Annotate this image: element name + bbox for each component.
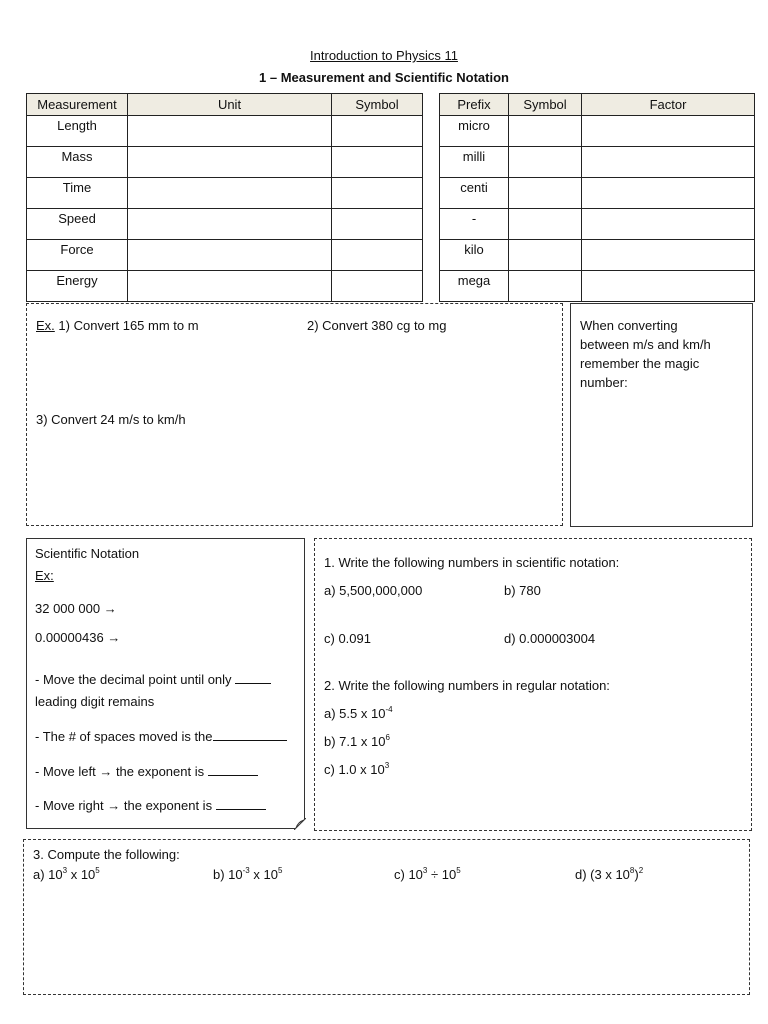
conversion-examples-box	[26, 303, 563, 526]
compute-d-exp2: 2	[638, 866, 644, 875]
table-row	[27, 116, 423, 147]
compute-d	[575, 867, 643, 882]
table-row	[440, 178, 755, 209]
practice-q2-c-exp: 3	[384, 761, 390, 770]
compute-d-base: d) (3 x 10	[575, 867, 630, 882]
unit-cell[interactable]	[128, 240, 332, 271]
prefix-symbol-cell[interactable]	[509, 240, 582, 271]
practice-q1-b: b) 780	[504, 583, 541, 598]
compute-b-exp2: 5	[277, 866, 283, 875]
measurement-label: Time	[27, 178, 128, 209]
example-2-value: 0.00000436	[35, 630, 104, 645]
ex-label: Ex.	[36, 318, 55, 333]
compute-a	[33, 867, 100, 882]
practice-q2-b-base: b) 7.1 x 10	[324, 734, 386, 749]
magic-line: When converting	[580, 318, 678, 333]
table-row	[27, 147, 423, 178]
factor-cell[interactable]	[582, 209, 755, 240]
practice-q1-c: c) 0.091	[324, 631, 371, 646]
practice-q2-a-exp: -4	[385, 705, 393, 714]
compute-c-base: c) 10	[394, 867, 423, 882]
measurement-label: Energy	[27, 271, 128, 302]
col-header-symbol: Symbol	[332, 94, 423, 116]
table-row	[440, 271, 755, 302]
compute-a-base: a) 10	[33, 867, 63, 882]
prefix-symbol-cell[interactable]	[509, 271, 582, 302]
compute-d-exp1: 8	[629, 866, 635, 875]
rule-4	[35, 798, 266, 813]
table-row	[27, 271, 423, 302]
unit-cell[interactable]	[128, 116, 332, 147]
practice-q1-title: 1. Write the following numbers in scientific notation:	[324, 555, 620, 570]
symbol-cell[interactable]	[332, 116, 423, 147]
blank-line[interactable]	[235, 672, 271, 684]
rule-4-text: - Move right	[35, 798, 104, 813]
compute-c-exp2: 5	[456, 866, 461, 875]
table-row	[440, 240, 755, 271]
col-header-prefix-symbol: Symbol	[509, 94, 582, 116]
measurement-table	[26, 93, 423, 302]
sci-notation-ex-label: Ex:	[35, 568, 54, 583]
prefix-label: centi	[440, 178, 509, 209]
measurement-label: Force	[27, 240, 128, 271]
arrow-right-icon: →	[107, 798, 121, 813]
example-1-value: 32 000 000	[35, 601, 101, 616]
compute-d-mid: )	[634, 867, 639, 882]
rule-4-text-b: the exponent is	[123, 798, 213, 813]
example-1	[35, 601, 117, 616]
magic-line: between m/s and km/h	[580, 337, 711, 352]
measurement-table-header	[27, 94, 423, 116]
factor-cell[interactable]	[582, 147, 755, 178]
prefix-label: milli	[440, 147, 509, 178]
table-row	[27, 240, 423, 271]
course-title: Introduction to Physics 11	[310, 48, 458, 63]
prefix-label: kilo	[440, 240, 509, 271]
table-row	[440, 116, 755, 147]
practice-q1-a: a) 5,500,000,000	[324, 583, 423, 598]
example-2	[35, 630, 120, 645]
compute-box	[23, 839, 750, 995]
rule-1-cont: leading digit remains	[35, 694, 155, 709]
rule-1	[35, 672, 271, 687]
conversion-q2: 2) Convert 380 cg to mg	[307, 318, 447, 333]
unit-cell[interactable]	[128, 271, 332, 302]
col-header-measurement: Measurement	[27, 94, 128, 116]
col-header-factor: Factor	[582, 94, 755, 116]
measurement-label: Speed	[27, 209, 128, 240]
unit-cell[interactable]	[128, 147, 332, 178]
page-curl-icon	[294, 818, 306, 830]
compute-title: 3. Compute the following:	[33, 847, 180, 862]
col-header-unit: Unit	[128, 94, 332, 116]
prefix-symbol-cell[interactable]	[509, 178, 582, 209]
table-row	[440, 147, 755, 178]
col-header-prefix: Prefix	[440, 94, 509, 116]
table-row	[440, 209, 755, 240]
unit-title: 1 – Measurement and Scientific Notation	[259, 70, 509, 85]
prefix-symbol-cell[interactable]	[509, 147, 582, 178]
unit-cell[interactable]	[128, 209, 332, 240]
practice-q2-c	[324, 762, 389, 777]
prefix-table	[439, 93, 755, 302]
rule-3-text: - Move left	[35, 764, 96, 779]
compute-a-mid: x 10	[67, 867, 96, 882]
compute-a-exp1: 3	[62, 866, 68, 875]
practice-q2-a-base: a) 5.5 x 10	[324, 706, 386, 721]
factor-cell[interactable]	[582, 271, 755, 302]
prefix-symbol-cell[interactable]	[509, 116, 582, 147]
practice-q2-title: 2. Write the following numbers in regular notation:	[324, 678, 610, 693]
rule-3-text-b: the exponent is	[115, 764, 205, 779]
compute-c	[394, 867, 461, 882]
symbol-cell[interactable]	[332, 271, 423, 302]
factor-cell[interactable]	[582, 240, 755, 271]
practice-q2-b-exp: 6	[385, 733, 390, 742]
blank-line[interactable]	[216, 798, 266, 810]
blank-line[interactable]	[213, 729, 287, 741]
table-row	[27, 178, 423, 209]
prefix-table-header	[440, 94, 755, 116]
conversion-q1-text: 1) Convert 165 mm to m	[58, 318, 199, 333]
compute-c-exp1: 3	[422, 866, 428, 875]
practice-q2-b	[324, 734, 390, 749]
rule-3	[35, 764, 258, 779]
rule-2	[35, 729, 287, 744]
arrow-right-icon: →	[99, 764, 113, 779]
measurement-label: Length	[27, 116, 128, 147]
prefix-symbol-cell[interactable]	[509, 209, 582, 240]
compute-c-mid: ÷ 10	[427, 867, 457, 882]
conversion-q3: 3) Convert 24 m/s to km/h	[36, 412, 186, 427]
sci-notation-notes-box	[26, 538, 305, 829]
symbol-cell[interactable]	[332, 178, 423, 209]
compute-b-exp1: -3	[242, 866, 250, 875]
compute-b-base: b) 10	[213, 867, 243, 882]
symbol-cell[interactable]	[332, 240, 423, 271]
factor-cell[interactable]	[582, 116, 755, 147]
prefix-label: mega	[440, 271, 509, 302]
practice-box	[314, 538, 752, 831]
practice-q1-d: d) 0.000003004	[504, 631, 596, 646]
rule-2-text: - The # of spaces moved is the	[35, 729, 213, 744]
prefix-label: micro	[440, 116, 509, 147]
compute-a-exp2: 5	[95, 866, 100, 875]
practice-q2-a	[324, 706, 393, 721]
prefix-label: -	[440, 209, 509, 240]
magic-line: remember the magic	[580, 356, 700, 371]
magic-number-box	[570, 303, 753, 527]
symbol-cell[interactable]	[332, 147, 423, 178]
unit-cell[interactable]	[128, 178, 332, 209]
symbol-cell[interactable]	[332, 209, 423, 240]
rule-1-text: - Move the decimal point until only	[35, 672, 232, 687]
arrow-right-icon: →	[107, 630, 121, 645]
practice-q2-c-base: c) 1.0 x 10	[324, 762, 385, 777]
sci-notation-title: Scientific Notation	[35, 546, 140, 561]
compute-b	[213, 867, 282, 882]
magic-line: number:	[580, 375, 628, 390]
factor-cell[interactable]	[582, 178, 755, 209]
blank-line[interactable]	[208, 764, 258, 776]
compute-b-mid: x 10	[249, 867, 278, 882]
conversion-q1	[36, 318, 199, 333]
arrow-right-icon: →	[103, 601, 117, 616]
measurement-label: Mass	[27, 147, 128, 178]
table-row	[27, 209, 423, 240]
